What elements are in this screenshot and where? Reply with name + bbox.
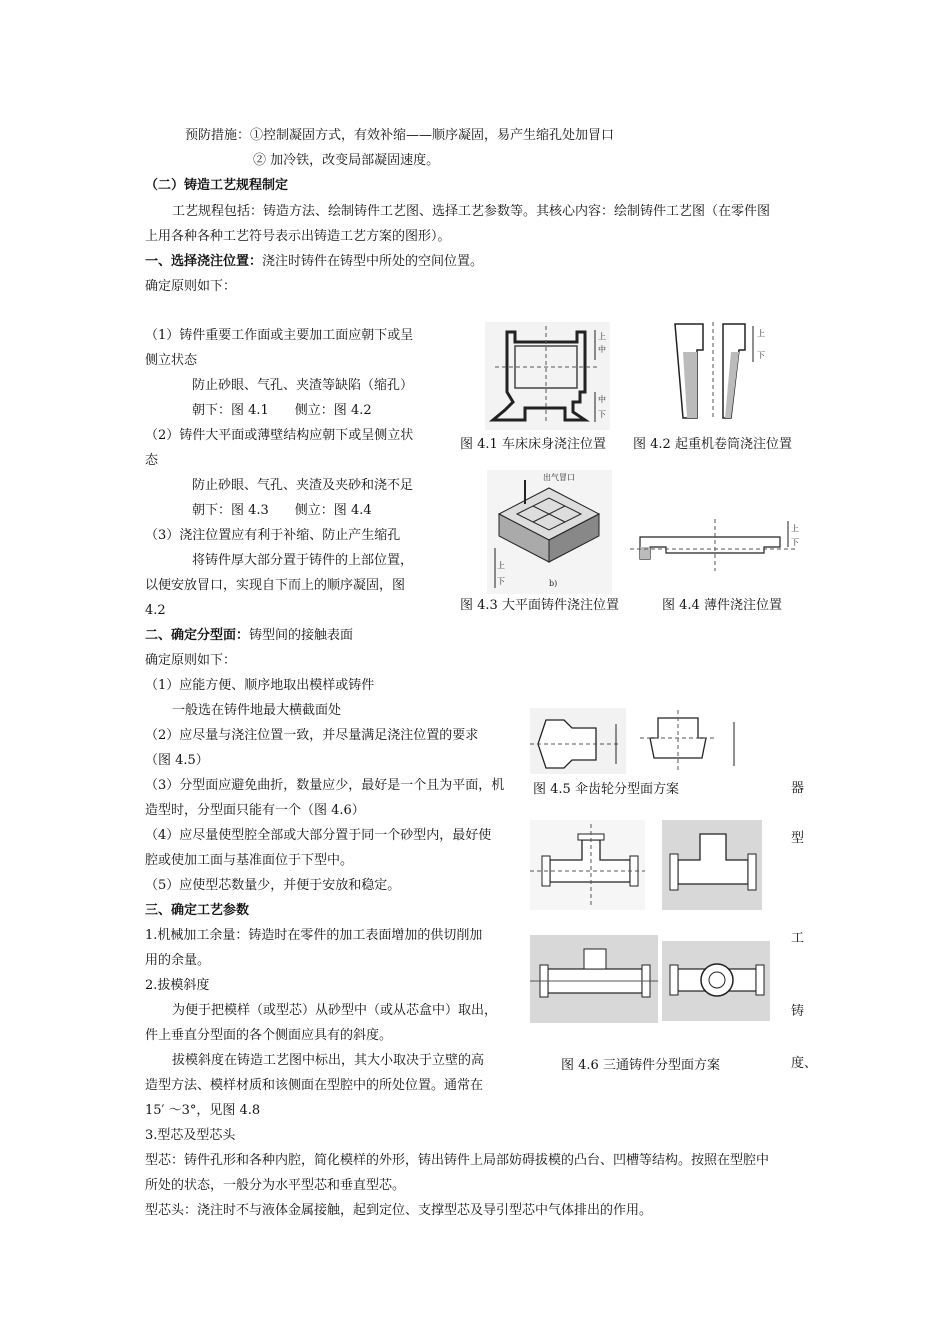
param-line: 件上垂直分型面的各个侧面应具有的斜度。 [145,1028,393,1043]
caption-fig-4-6: 图 4.6 三通铸件分型面方案 [561,1058,720,1073]
param-line: 所处的状态，一般分为水平型芯和垂直型芯。 [145,1178,406,1193]
side-fragment: 工 [791,931,805,946]
label-up: 上 [497,561,505,570]
label-up: 上 [598,332,606,341]
section-heading-2: （二）铸造工艺规程制定 [145,178,289,193]
principle-label: 确定原则如下： [145,653,237,668]
rule-line: （1）铸件重要工作面或主要加工面应朝下或呈 [145,328,414,343]
param-line: 2.拔模斜度 [145,978,210,993]
rule-line: 4.2 [145,603,166,618]
label-down: 下 [791,538,799,547]
label-down: 下 [757,351,765,360]
rule-line: 腔或使加工面与基准面位于下型中。 [145,853,354,868]
caption-fig-4-3: 图 4.3 大平面铸件浇注位置 [460,598,619,613]
rule-line: （图 4.5） [145,753,209,768]
rule-line: 造型时，分型面只能有一个（图 4.6） [145,803,365,818]
principle-label: 确定原则如下： [145,279,237,294]
param-line: 15′ ～3°，见图 4.8 [145,1103,261,1118]
paragraph-line: 工艺规程包括：铸造方法、绘制铸件工艺图、选择工艺参数等。其核心内容：绘制铸件工艺图（在零件图 [172,204,771,219]
side-fragment: 器 [791,781,805,796]
rule-line: 朝下：图 4.3 侧立：图 4.4 [192,503,372,518]
figure-4-4-thin-casting [630,515,800,575]
figure-4-1-lathe-bed [485,322,610,430]
caption-fig-4-4: 图 4.4 薄件浇注位置 [662,598,782,613]
rule-line: （4）应尽量使型腔全部或大部分置于同一个砂型内，最好使 [145,828,492,843]
figure-4-6-tee-lower [530,935,775,1023]
caption-fig-4-5: 图 4.5 伞齿轮分型面方案 [533,782,679,797]
param-line: 拔模斜度在铸造工艺图中标出，其大小取决于立壁的高 [172,1053,485,1068]
figure-4-6-tee-upper [530,820,775,910]
rule-line: 态 [145,453,159,468]
label-up: 上 [791,524,799,533]
side-fragment: 铸 [791,1004,805,1019]
caption-fig-4-2: 图 4.2 起重机卷筒浇注位置 [633,437,792,452]
rule-line: （1）应能方便、顺序地取出模样或铸件 [145,678,375,693]
prevent-line-2: ② 加冷铁，改变局部凝固速度。 [253,153,440,168]
rule-line: 防止砂眼、气孔、夹渣及夹砂和浇不足 [192,478,414,493]
param-line: 1.机械加工余量：铸造时在零件的加工表面增加的供切削加 [145,928,483,943]
param-line: 3.型芯及型芯头 [145,1128,236,1143]
param-line: 型芯：铸件孔形和各种内腔，简化模样的外形，铸出铸件上局部妨碍拔模的凸台、凹槽等结构。按照在型腔中 [145,1153,770,1168]
rule-line: （5）应使型芯数量少，并便于安放和稳定。 [145,878,401,893]
label-vent: 出气冒口 [543,473,575,482]
heading-parting-plane: 二、确定分型面：铸型间的接触表面 [145,628,354,643]
rule-line: （2）应尽量与浇注位置一致，并尽量满足浇注位置的要求 [145,728,479,743]
paragraph-line: 上用各种各种工艺符号表示出铸造工艺方案的图形）。 [145,229,451,244]
rule-line: 防止砂眼、气孔、夹渣等缺陷（缩孔） [192,378,414,393]
rule-line: （3）浇注位置应有利于补缩、防止产生缩孔 [145,528,401,543]
caption-fig-4-1: 图 4.1 车床床身浇注位置 [460,437,606,452]
side-fragment: 型 [791,831,805,846]
label-down: 下 [497,577,505,586]
rule-line: 一般选在铸件地最大横截面处 [172,703,342,718]
rule-line: 朝下：图 4.1 侧立：图 4.2 [192,403,372,418]
heading-pour-position: 一、选择浇注位置：浇注时铸件在铸型中所处的空间位置。 [145,254,484,269]
label-b: b) [549,579,558,588]
figure-4-5-bevel-gear [530,708,750,774]
label-mid: 中 [598,345,606,354]
label-up: 上 [757,329,765,338]
prevent-line-1: 预防措施：①控制凝固方式，有效补缩——顺序凝固，易产生缩孔处加冒口 [185,128,615,143]
figure-4-2-crane-drum [665,322,775,422]
figure-4-3-large-flat-casting [487,470,612,594]
param-line: 为便于把模样（或型芯）从砂型中（或从芯盒中）取出， [172,1003,498,1018]
label-mid: 中 [598,395,606,404]
rule-line: （3）分型面应避免曲折，数量应少，最好是一个且为平面，机 [145,778,505,793]
label-down: 下 [598,410,606,419]
rule-line: 以便安放冒口，实现自下而上的顺序凝固，图 [145,578,406,593]
param-line: 型芯头：浇注时不与液体金属接触，起到定位、支撑型芯及导引型芯中气体排出的作用。 [145,1203,653,1218]
rule-line: 将铸件厚大部分置于铸件的上部位置， [192,553,414,568]
rule-line: （2）铸件大平面或薄壁结构应朝下或呈侧立状 [145,428,414,443]
side-fragment: 度、 [791,1056,818,1071]
param-line: 用的余量。 [145,953,211,968]
param-line: 造型方法、模样材质和该侧面在型腔中的所处位置。通常在 [145,1078,484,1093]
rule-line: 侧立状态 [145,353,198,368]
heading-process-params: 三、确定工艺参数 [145,903,250,918]
